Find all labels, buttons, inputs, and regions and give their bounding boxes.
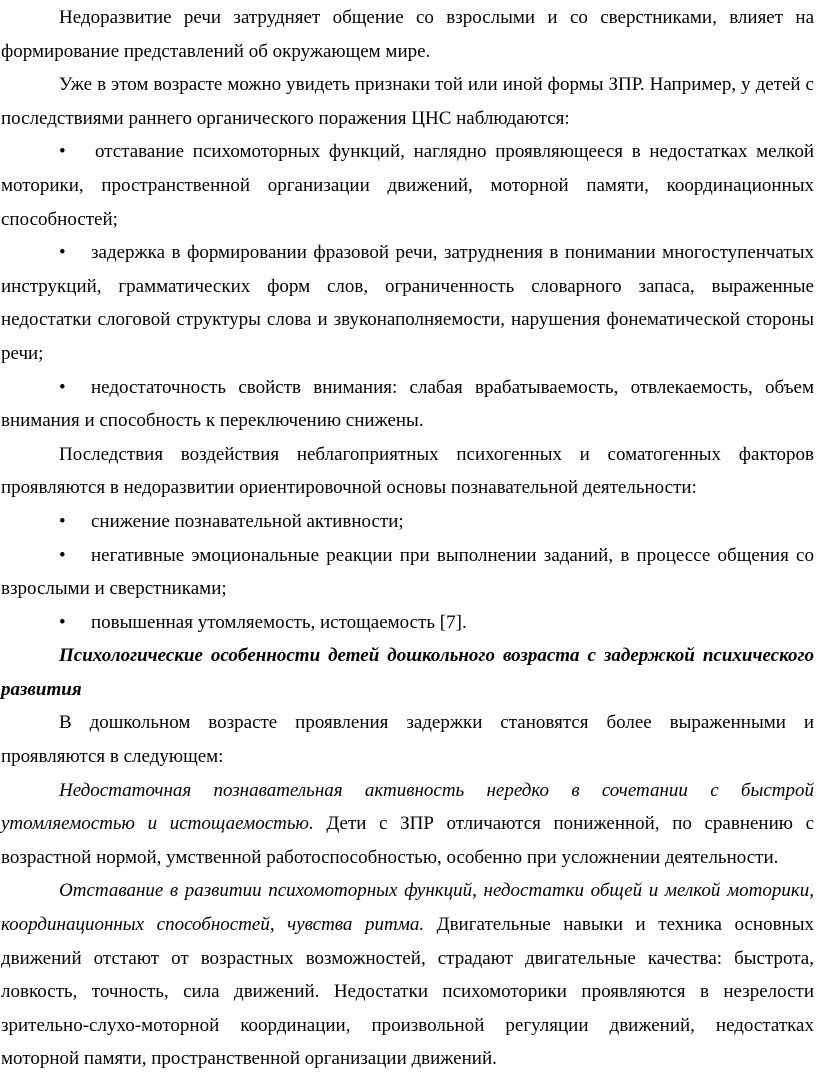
section-heading: Психологические особенности детей дошкольного возраста с задержкой психического развития [1, 645, 814, 700]
paragraph-speech-underdevelopment: Недоразвитие речи затрудняет общение со взрослыми и со сверстниками, влияет на формирование представлений об окружающем мире. [1, 7, 814, 62]
bullet-icon: • [59, 611, 66, 633]
list-item-text: снижение познавательной активности; [91, 510, 404, 532]
list-item-text: негативные эмоциональные реакции при выполнении заданий, в процессе общения со взрослыми и сверстниками; [1, 544, 814, 600]
list-item-text: недостаточность свойств внимания: слабая врабатываемость, отвлекаемость, объем внимания и способность к переключению снижены. [1, 376, 814, 432]
list-item [1, 371, 814, 438]
paragraph-zpr-signs: Уже в этом возрасте можно увидеть признаки той или иной формы ЗПР. Например, у детей с последствиями раннего органического поражения ЦНС наблюдаются: [1, 74, 814, 129]
list-item [1, 539, 814, 606]
list-item [1, 606, 814, 640]
paragraph-consequences: Последствия воздействия неблагоприятных психогенных и соматогенных факторов проявляются в недоразвитии ориентировочной основы познавательной деятельности: [1, 443, 814, 499]
paragraph-psychomotor [1, 874, 814, 1076]
document-page [0, 1, 816, 1092]
italic-lead-text: Отставание в развитии психомоторных функций, недостатки общей и мелкой моторики, координационных способностей, чувства ритма. [1, 880, 814, 936]
italic-lead-text: Недостаточная познавательная активность нередко в сочетании с быстрой утомляемостью и истощаемостью. [1, 779, 814, 835]
list-item-text: повышенная утомляемость, истощаемость [7]. [91, 611, 467, 633]
paragraph-cognitive-activity [1, 774, 814, 875]
list-item [1, 505, 814, 539]
bullet-icon: • [59, 242, 66, 264]
paragraph-preschool-age: В дошкольном возрасте проявления задержки становятся более выраженными и проявляются в следующем: [1, 712, 814, 768]
paragraph-body-text: Двигательные навыки и техника основных движений отстают от возрастных возможностей, страдают двигательные качества: быстрота, ловкость, точность, сила движений. Недостатки психомоторики проявляются в незрелости зрительно-слухо-моторной координации, произвольной регуляции движений, недостатках моторной памяти, пространственной организации движений. [1, 914, 814, 1070]
bullet-icon: • [59, 141, 66, 163]
list-item-text: задержка в формировании фразовой речи, затруднения в понимании многоступенчатых инструкций, грамматических форм слов, ограниченность словарного запаса, выраженные недостатки слоговой структуры слова и звуконаполняемости, нарушения фонематической стороны речи; [1, 242, 814, 364]
list-item-text: отставание психомоторных функций, наглядно проявляющееся в недостатках мелкой моторики, пространственной организации движений, моторной памяти, координационных способностей; [1, 141, 814, 230]
paragraph-body-text: Дети с ЗПР отличаются пониженной, по сравнению с возрастной нормой, умственной работоспособностью, особенно при усложнении деятельности. [1, 813, 814, 868]
list-item [1, 236, 814, 370]
bullet-icon: • [59, 376, 66, 398]
list-item [1, 135, 814, 236]
bullet-icon: • [59, 510, 66, 532]
bullet-icon: • [59, 544, 66, 566]
